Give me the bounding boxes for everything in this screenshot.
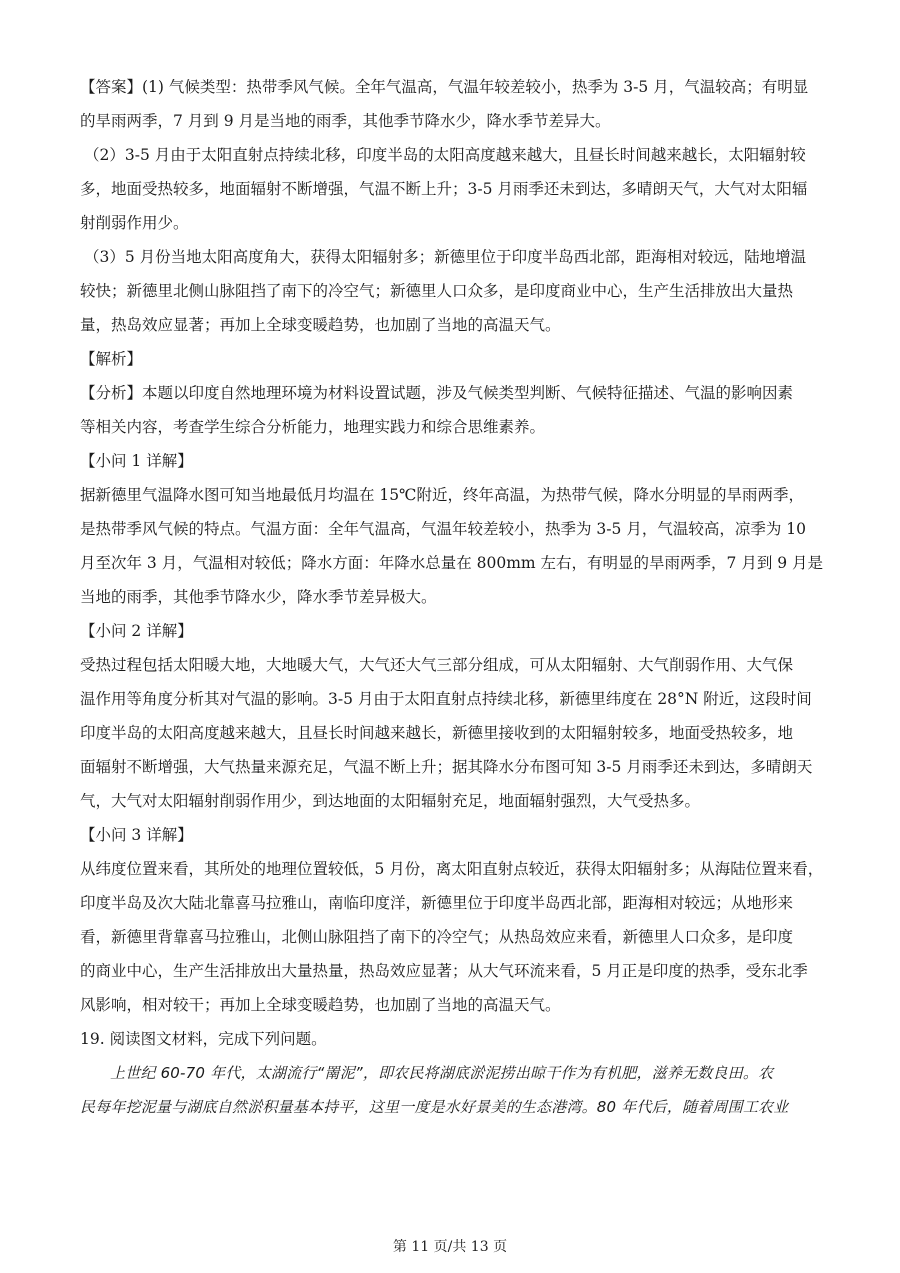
question-2-line: 受热过程包括太阳暖大地，大地暖大气，大气还大气三部分组成，可从太阳辐射、大气削弱作用、大气保 <box>80 656 794 674</box>
question-19-passage-line: 民每年挖泥量与湖底自然淤积量基本持平，这里一度是水好景美的生态港湾。80 年代后，随着周围工农业 <box>80 1098 789 1116</box>
answer-line: 【答案】(1) 气候类型：热带季风气候。全年气温高，气温年较差较小，热季为 3-5 月，气温较高；有明显 <box>80 78 809 96</box>
analysis-line: 【分析】本题以印度自然地理环境为材料设置试题，涉及气候类型判断、气候特征描述、气温的影响因素 <box>80 384 794 402</box>
question-2-section <box>80 614 825 818</box>
answer-line: 射削弱作用少。 <box>80 214 189 232</box>
analysis-heading: 【解析】 <box>80 350 143 368</box>
question-3-line: 从纬度位置来看，其所处的地理位置较低，5 月份，离太阳直射点较近，获得太阳辐射多；从海陆位置来看， <box>80 860 824 878</box>
question-2-heading: 【小问 2 详解】 <box>80 622 193 640</box>
question-2-line: 面辐射不断增强，大气热量来源充足，气温不断上升；据其降水分布图可知 3-5 月雨季还未到达，多晴朗天 <box>80 758 813 776</box>
analysis-line: 等相关内容，考查学生综合分析能力，地理实践力和综合思维素养。 <box>80 418 546 436</box>
question-3-line: 风影响，相对较干；再加上全球变暖趋势，也加剧了当地的高温天气。 <box>80 996 561 1014</box>
question-2-line: 气，大气对太阳辐射削弱作用少，到达地面的太阳辐射充足，地面辐射强烈，大气受热多。 <box>80 792 701 810</box>
question-1-line: 月至次年 3 月，气温相对较低；降水方面：年降水总量在 800mm 左右，有明显的旱雨两季，7 月到 9 月是 <box>80 554 824 572</box>
answer-line: 量，热岛效应显著；再加上全球变暖趋势，也加剧了当地的高温天气。 <box>80 316 561 334</box>
question-2-line: 温作用等角度分析其对气温的影响。3-5 月由于太阳直射点持续北移，新德里纬度在 28°N 附近，这段时间 <box>80 690 812 708</box>
question-19-passage-line: 上世纪 60-70 年代，太湖流行“罱泥”，即农民将湖底淤泥捞出晾干作为有机肥，滋养无数良田。农 <box>110 1064 774 1082</box>
analysis-section <box>80 376 825 444</box>
question-1-section <box>80 444 825 614</box>
question-3-line: 的商业中心，生产生活排放出大量热量，热岛效应显著；从大气环流来看，5 月正是印度的热季，受东北季 <box>80 962 808 980</box>
page-number-footer: 第 11 页/共 13 页 <box>392 1239 508 1255</box>
question-1-line: 据新德里气温降水图可知当地最低月均温在 15℃附近，终年高温，为热带气候，降水分明显的旱雨两季， <box>80 486 804 504</box>
answer-line: （3）5 月份当地太阳高度角大，获得太阳辐射多；新德里位于印度半岛西北部，距海相对较远，陆地增温 <box>84 248 807 266</box>
answer-line: （2）3-5 月由于太阳直射点持续北移，印度半岛的太阳高度越来越大，且昼长时间越来越长，太阳辐射较 <box>84 146 806 164</box>
answer-line: 多，地面受热较多，地面辐射不断增强，气温不断上升；3-5 月雨季还未到达，多晴朗天气，大气对太阳辐 <box>80 180 808 198</box>
question-1-line: 当地的雨季，其他季节降水少，降水季节差异极大。 <box>80 588 437 606</box>
answer-line: 较快；新德里北侧山脉阻挡了南下的冷空气；新德里人口众多，是印度商业中心，生产生活排放出大量热 <box>80 282 794 300</box>
question-3-heading: 【小问 3 详解】 <box>80 826 193 844</box>
answer-line: 的旱雨两季，7 月到 9 月是当地的雨季，其他季节降水少，降水季节差异大。 <box>80 112 611 130</box>
question-19-intro: 19. 阅读图文材料，完成下列问题。 <box>80 1030 327 1048</box>
question-3-line: 看，新德里背靠喜马拉雅山，北侧山脉阻挡了南下的冷空气；从热岛效应来看，新德里人口众多，是印度 <box>80 928 794 946</box>
question-1-line: 是热带季风气候的特点。气温方面：全年气温高，气温年较差较小，热季为 3-5 月，气温较高，凉季为 10 <box>80 520 806 538</box>
question-19-section <box>80 1022 825 1124</box>
question-3-line: 印度半岛及次大陆北靠喜马拉雅山，南临印度洋，新德里位于印度半岛西北部，距海相对较远；从地形来 <box>80 894 794 912</box>
question-1-heading: 【小问 1 详解】 <box>80 452 193 470</box>
question-3-section <box>80 818 825 1022</box>
document-page <box>80 70 825 1124</box>
answer-section <box>80 70 825 342</box>
question-2-line: 印度半岛的太阳高度越来越大，且昼长时间越来越长，新德里接收到的太阳辐射较多，地面受热较多，地 <box>80 724 794 742</box>
